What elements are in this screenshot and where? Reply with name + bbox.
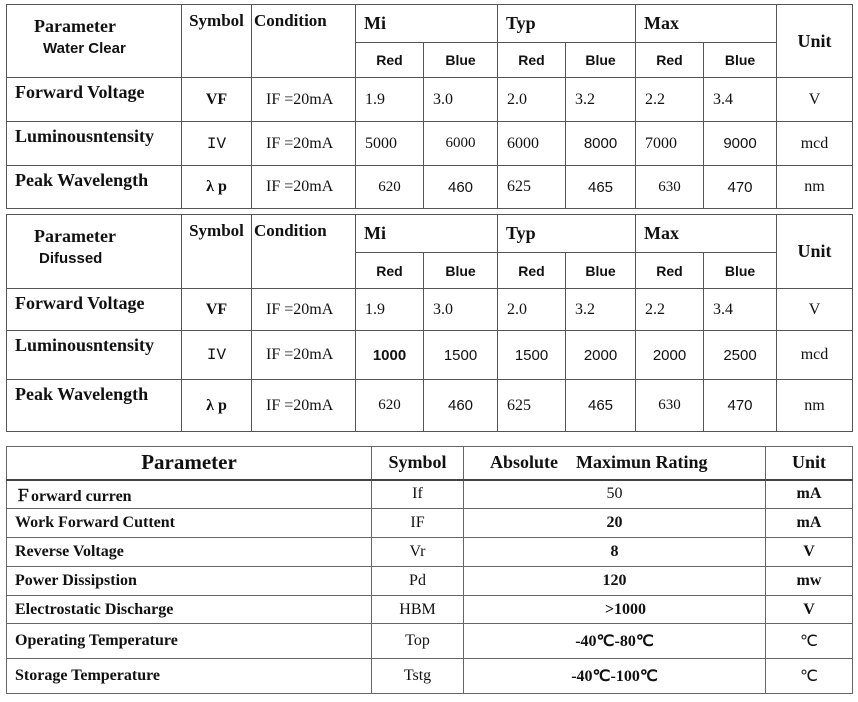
row-condition: IF =20mA xyxy=(252,289,356,331)
rating-unit: mA xyxy=(766,480,853,509)
unit-header: Unit xyxy=(777,215,853,289)
max-header: Max xyxy=(636,215,777,253)
table-row xyxy=(7,480,853,509)
blue-header: Blue xyxy=(704,253,777,289)
row-symbol: λ p xyxy=(182,166,252,209)
row-condition: IF =20mA xyxy=(252,78,356,122)
diffused-spec-table xyxy=(6,214,853,432)
value-cell: 1000 xyxy=(356,331,424,380)
value-cell: 2.2 xyxy=(636,289,704,331)
rating-unit: mA xyxy=(766,509,853,538)
row-condition: IF =20mA xyxy=(252,122,356,166)
table-row xyxy=(7,659,853,694)
typ-header: Typ xyxy=(498,215,636,253)
value-cell: 460 xyxy=(424,380,498,432)
value-cell: 625 xyxy=(498,380,566,432)
rating-value: >1000 xyxy=(464,596,766,624)
row-name: Peak Wavelength xyxy=(7,380,182,432)
parameter-subtitle: Water Clear xyxy=(43,40,126,57)
min-header: Mi xyxy=(356,215,498,253)
blue-header: Blue xyxy=(424,253,498,289)
table-row xyxy=(7,596,853,624)
value-cell: 1500 xyxy=(424,331,498,380)
value-cell: 620 xyxy=(356,166,424,209)
parameter-header-cell xyxy=(7,215,182,289)
table-row xyxy=(7,331,853,380)
red-header: Red xyxy=(636,253,704,289)
rating-symbol: HBM xyxy=(372,596,464,624)
value-cell: 460 xyxy=(424,166,498,209)
rating-name: Power Dissipstion xyxy=(7,567,372,596)
value-cell: 1.9 xyxy=(356,289,424,331)
rating-value: -40℃-100℃ xyxy=(464,659,766,694)
rating-name: Reverse Voltage xyxy=(7,538,372,567)
row-symbol: VF xyxy=(182,78,252,122)
parameter-header: Parameter xyxy=(34,16,116,36)
row-symbol: VF xyxy=(182,289,252,331)
rating-value: -40℃-80℃ xyxy=(464,624,766,659)
value-cell: 630 xyxy=(636,380,704,432)
value-cell: 3.2 xyxy=(566,289,636,331)
table-row xyxy=(7,289,853,331)
blue-header: Blue xyxy=(566,253,636,289)
row-name: Peak Wavelength xyxy=(7,166,182,209)
row-unit: V xyxy=(777,289,853,331)
blue-header: Blue xyxy=(704,43,777,78)
value-cell: 3.4 xyxy=(704,78,777,122)
red-header: Red xyxy=(356,253,424,289)
row-unit: nm xyxy=(777,380,853,432)
row-condition: IF =20mA xyxy=(252,331,356,380)
red-header: Red xyxy=(356,43,424,78)
parameter-header: Parameter xyxy=(7,447,372,480)
blue-header: Blue xyxy=(424,43,498,78)
parameter-header: Parameter xyxy=(34,226,116,246)
value-cell: 470 xyxy=(704,380,777,432)
table-row xyxy=(7,624,853,659)
rating-unit: mw xyxy=(766,567,853,596)
red-header: Red xyxy=(498,253,566,289)
value-cell: 2.0 xyxy=(498,289,566,331)
value-cell: 2000 xyxy=(636,331,704,380)
rating-symbol: If xyxy=(372,480,464,509)
rating-unit: ℃ xyxy=(766,624,853,659)
max-header: Max xyxy=(636,5,777,43)
table-row xyxy=(7,78,853,122)
value-cell: 2.0 xyxy=(498,78,566,122)
rating-header: Absolute Maximun Rating xyxy=(464,447,766,480)
value-cell: 8000 xyxy=(566,122,636,166)
symbol-header: Symbol xyxy=(372,447,464,480)
typ-header: Typ xyxy=(498,5,636,43)
value-cell: 630 xyxy=(636,166,704,209)
value-cell: 1.9 xyxy=(356,78,424,122)
value-cell: 3.4 xyxy=(704,289,777,331)
table-row xyxy=(7,166,853,209)
rating-name: Work Forward Cuttent xyxy=(7,509,372,538)
value-cell: 625 xyxy=(498,166,566,209)
unit-header: Unit xyxy=(777,5,853,78)
water-clear-spec-table xyxy=(6,4,853,209)
value-cell: 2000 xyxy=(566,331,636,380)
rating-symbol: Top xyxy=(372,624,464,659)
row-condition: IF =20mA xyxy=(252,166,356,209)
unit-header: Unit xyxy=(766,447,853,480)
rating-symbol: Vr xyxy=(372,538,464,567)
row-condition: IF =20mA xyxy=(252,380,356,432)
absolute-maximum-rating-table xyxy=(6,446,853,694)
min-header: Mi xyxy=(356,5,498,43)
table-row xyxy=(7,567,853,596)
rating-unit: V xyxy=(766,596,853,624)
table-row xyxy=(7,538,853,567)
value-cell: 6000 xyxy=(424,122,498,166)
value-cell: 6000 xyxy=(498,122,566,166)
value-cell: 470 xyxy=(704,166,777,209)
rating-value: 20 xyxy=(464,509,766,538)
rating-name: Ｆorward curren xyxy=(7,480,372,509)
table-row xyxy=(7,380,853,432)
row-symbol: IV xyxy=(182,331,252,380)
table-row xyxy=(7,509,853,538)
value-cell: 3.2 xyxy=(566,78,636,122)
condition-header: Condition xyxy=(252,5,356,78)
row-unit: mcd xyxy=(777,331,853,380)
red-header: Red xyxy=(498,43,566,78)
value-cell: 3.0 xyxy=(424,78,498,122)
value-cell: 3.0 xyxy=(424,289,498,331)
row-name: Luminousntensity xyxy=(7,331,182,380)
value-cell: 5000 xyxy=(356,122,424,166)
value-cell: 7000 xyxy=(636,122,704,166)
value-cell: 465 xyxy=(566,166,636,209)
rating-symbol: Tstg xyxy=(372,659,464,694)
rating-symbol: Pd xyxy=(372,567,464,596)
rating-name: Electrostatic Discharge xyxy=(7,596,372,624)
rating-symbol: IF xyxy=(372,509,464,538)
table-row xyxy=(7,122,853,166)
red-header: Red xyxy=(636,43,704,78)
condition-header: Condition xyxy=(252,215,356,289)
value-cell: 1500 xyxy=(498,331,566,380)
parameter-subtitle: Difussed xyxy=(39,250,103,267)
rating-unit: V xyxy=(766,538,853,567)
row-unit: mcd xyxy=(777,122,853,166)
row-unit: nm xyxy=(777,166,853,209)
row-symbol: IV xyxy=(182,122,252,166)
value-cell: 620 xyxy=(356,380,424,432)
symbol-header: Symbol xyxy=(182,5,252,78)
rating-value: 50 xyxy=(464,480,766,509)
rating-value: 120 xyxy=(464,567,766,596)
parameter-header-cell xyxy=(7,5,182,78)
value-cell: 465 xyxy=(566,380,636,432)
value-cell: 2.2 xyxy=(636,78,704,122)
row-name: Forward Voltage xyxy=(7,78,182,122)
row-name: Forward Voltage xyxy=(7,289,182,331)
symbol-header: Symbol xyxy=(182,215,252,289)
blue-header: Blue xyxy=(566,43,636,78)
row-symbol: λ p xyxy=(182,380,252,432)
rating-name: Storage Temperature xyxy=(7,659,372,694)
row-unit: V xyxy=(777,78,853,122)
rating-value: 8 xyxy=(464,538,766,567)
rating-name: Operating Temperature xyxy=(7,624,372,659)
row-name: Luminousntensity xyxy=(7,122,182,166)
value-cell: 9000 xyxy=(704,122,777,166)
rating-unit: ℃ xyxy=(766,659,853,694)
value-cell: 2500 xyxy=(704,331,777,380)
